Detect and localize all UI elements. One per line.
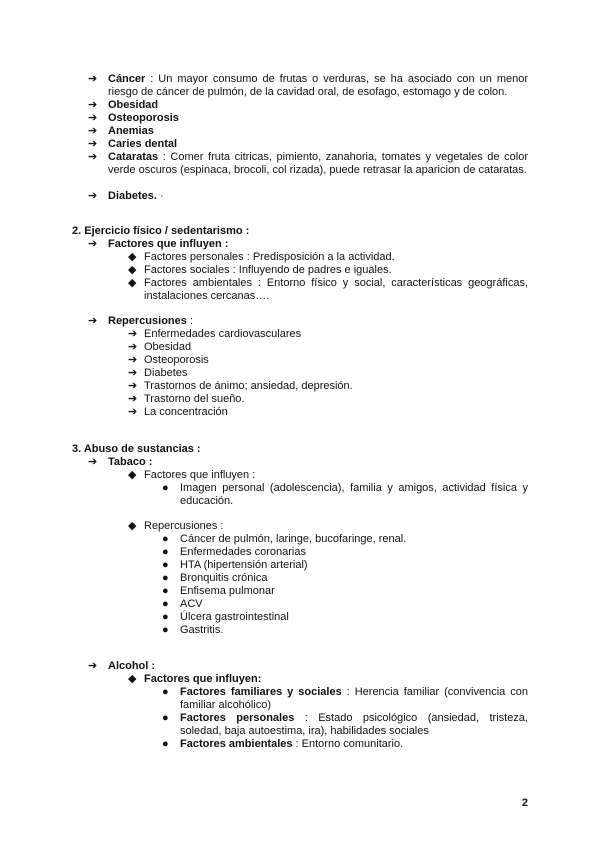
repercussion-item: ➔ Osteoporosis bbox=[128, 354, 209, 366]
repercussion-item: ➔ Obesidad bbox=[128, 341, 192, 353]
repercussion-item: ➔ Trastornos de ánimo; ansiedad, depresión. bbox=[128, 380, 353, 392]
tabaco-factor-item: ● Imagen personal (adolescencia), familia y amigos, actividad física y educación. bbox=[162, 482, 528, 507]
repercussion-item: ➔ La concentración bbox=[128, 406, 228, 418]
tabaco-repercussion-item: ● HTA (hipertensión arterial) bbox=[162, 559, 308, 571]
arrow-icon: ➔ bbox=[128, 328, 138, 340]
subheading-alcohol: ➔ Alcohol : bbox=[88, 660, 156, 672]
arrow-icon: ➔ bbox=[88, 190, 98, 202]
arrow-icon: ➔ bbox=[88, 151, 98, 163]
bullet-icon: ● bbox=[162, 598, 169, 610]
arrow-icon: ➔ bbox=[128, 406, 138, 418]
section-title-sustancias: 3. Abuso de sustancias : bbox=[72, 443, 201, 455]
arrow-icon: ➔ bbox=[128, 354, 138, 366]
list-item-cancer: ➔ Cáncer : Un mayor consumo de frutas o verduras, se ha asociado con un menor riesgo de cáncer de pulmón, de la cavidad oral, de esofago, estomago y de colon. bbox=[88, 73, 528, 98]
arrow-icon: ➔ bbox=[88, 138, 98, 150]
tabaco-repercussions-heading: ◆ Repercusiones : bbox=[128, 520, 224, 532]
factor-item: ◆ Factores ambientales : Entorno físico y social, características geográficas, instalaciones cercanas…. bbox=[128, 277, 528, 302]
bullet-icon: ● bbox=[162, 738, 169, 750]
list-item-obesidad: ➔ Obesidad bbox=[88, 99, 159, 111]
repercussion-item: ➔ Trastorno del sueño. bbox=[128, 393, 245, 405]
arrow-icon: ➔ bbox=[128, 393, 138, 405]
arrow-icon: ➔ bbox=[128, 341, 138, 353]
arrow-icon: ➔ bbox=[88, 112, 98, 124]
alcohol-factor-item: ● Factores ambientales : Entorno comunitario. bbox=[162, 738, 404, 750]
arrow-icon: ➔ bbox=[88, 73, 98, 85]
arrow-icon: ➔ bbox=[128, 367, 138, 379]
tabaco-repercussion-item: ● Úlcera gastrointestinal bbox=[162, 611, 289, 623]
tabaco-repercussion-item: ● Enfisema pulmonar bbox=[162, 585, 275, 597]
factor-item: ◆ Factores personales : Predisposición a la actividad. bbox=[128, 251, 395, 263]
tabaco-repercussion-item: ● ACV bbox=[162, 598, 203, 610]
page-number: 2 bbox=[521, 797, 528, 809]
arrow-icon: ➔ bbox=[88, 99, 98, 111]
alcohol-factor-item: ● Factores personales : Estado psicológico (ansiedad, tristeza, soledad, baja autoestima, ira), habilidades sociales bbox=[162, 712, 528, 737]
diamond-icon: ◆ bbox=[128, 277, 137, 289]
repercussion-item: ➔ Enfermedades cardiovasculares bbox=[128, 328, 302, 340]
diamond-icon: ◆ bbox=[128, 264, 137, 276]
factor-item: ◆ Factores sociales : Influyendo de padres e iguales. bbox=[128, 264, 392, 276]
tabaco-repercussion-item: ● Cáncer de pulmón, laringe, bucofaringe, renal. bbox=[162, 533, 407, 545]
arrow-icon: ➔ bbox=[128, 380, 138, 392]
bullet-icon: ● bbox=[162, 712, 169, 724]
list-item-osteoporosis: ➔ Osteoporosis bbox=[88, 112, 179, 124]
alcohol-factors-heading: ◆ Factores que influyen: bbox=[128, 673, 262, 685]
bullet-icon: ● bbox=[162, 533, 169, 545]
term: Cáncer bbox=[108, 73, 146, 85]
arrow-icon: ➔ bbox=[88, 660, 98, 672]
diamond-icon: ◆ bbox=[128, 251, 137, 263]
arrow-icon: ➔ bbox=[88, 125, 98, 137]
list-item-diabetes: ➔ Diabetes. · bbox=[88, 190, 164, 202]
subheading-factores: ➔ Factores que influyen : bbox=[88, 238, 229, 250]
diamond-icon: ◆ bbox=[128, 520, 137, 532]
subheading-tabaco: ➔ Tabaco : bbox=[88, 456, 153, 468]
arrow-icon: ➔ bbox=[88, 456, 98, 468]
diamond-icon: ◆ bbox=[128, 469, 137, 481]
list-item-cataratas: ➔ Cataratas : Comer fruta citricas, pimiento, zanahoria, tomates y vegetales de color verde oscuros (espinaca, brocoli, col rizada), puede retrasar la aparicion de cataratas. bbox=[88, 151, 528, 176]
list-item-caries: ➔ Caries dental bbox=[88, 138, 178, 150]
section-title-ejercicio: 2. Ejercicio físico / sedentarismo : bbox=[72, 225, 250, 237]
bullet-icon: ● bbox=[162, 559, 169, 571]
list-item-anemias: ➔ Anemias bbox=[88, 125, 154, 137]
bullet-icon: ● bbox=[162, 624, 169, 636]
tabaco-repercussion-item: ● Bronquitis crónica bbox=[162, 572, 268, 584]
repercussion-item: ➔ Diabetes bbox=[128, 367, 188, 379]
arrow-icon: ➔ bbox=[88, 315, 98, 327]
alcohol-factor-item: ● Factores familiares y sociales : Herencia familiar (convivencia con familiar alcohólico) bbox=[162, 686, 528, 711]
bullet-icon: ● bbox=[162, 611, 169, 623]
bullet-icon: ● bbox=[162, 572, 169, 584]
diamond-icon: ◆ bbox=[128, 673, 137, 685]
tabaco-repercussion-item: ● Gastritis. bbox=[162, 624, 224, 636]
bullet-icon: ● bbox=[162, 482, 169, 494]
tabaco-repercussion-item: ● Enfermedades coronarias bbox=[162, 546, 306, 558]
bullet-icon: ● bbox=[162, 686, 169, 698]
bullet-icon: ● bbox=[162, 585, 169, 597]
arrow-icon: ➔ bbox=[88, 238, 98, 250]
tabaco-factors-heading: ◆ Factores que influyen : bbox=[128, 469, 256, 481]
bullet-icon: ● bbox=[162, 546, 169, 558]
subheading-repercusiones: ➔ Repercusiones : bbox=[88, 315, 193, 327]
